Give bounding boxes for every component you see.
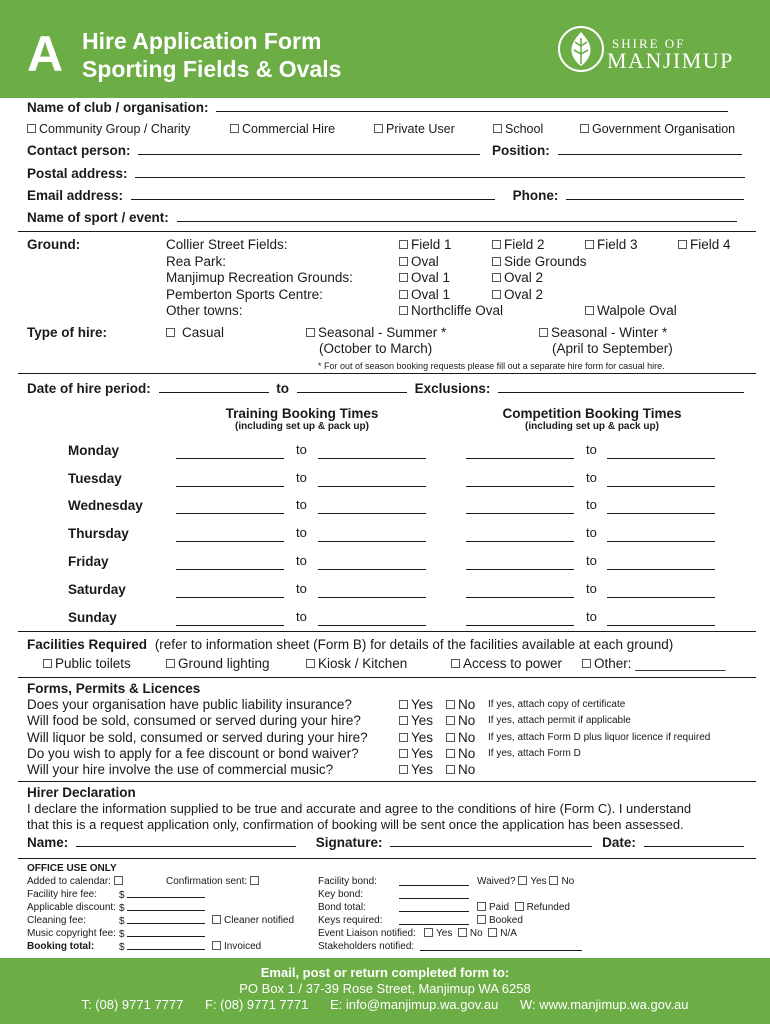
checkbox-icon[interactable] [399, 257, 408, 266]
phone-field[interactable] [566, 188, 744, 200]
permit-yes[interactable]: Yes [399, 713, 433, 728]
training-times-title: Training Booking Times [225, 406, 379, 421]
to-label: to [586, 497, 597, 512]
to-label: to [296, 470, 307, 485]
declaration-title: Hirer Declaration [27, 785, 136, 800]
walpole-oval[interactable]: Walpole Oval [585, 303, 677, 318]
competition-times-title: Competition Booking Times [502, 406, 682, 421]
checkbox-icon[interactable] [582, 659, 591, 668]
collier-field-3[interactable]: Field 3 [585, 237, 638, 252]
facility-kiosk[interactable]: Kiosk / Kitchen [306, 656, 407, 671]
checkbox-icon[interactable] [399, 240, 408, 249]
checkbox-icon[interactable] [549, 876, 558, 885]
permit-question: Will liquor be sold, consumed or served during your hire? [27, 730, 368, 745]
permit-question: Do you wish to apply for a fee discount or bond waiver? [27, 746, 359, 761]
office-key-bond-line[interactable] [399, 898, 469, 899]
checkbox-icon[interactable] [477, 902, 486, 911]
day-label: Wednesday [68, 498, 143, 513]
time-field[interactable] [318, 597, 426, 598]
checkbox-icon[interactable] [585, 240, 594, 249]
competition-times-sub: (including set up & pack up) [525, 421, 659, 432]
contact-person-field[interactable] [138, 143, 480, 155]
rea-side-grounds[interactable]: Side Grounds [492, 254, 587, 269]
checkbox-icon[interactable] [446, 700, 455, 709]
time-field[interactable] [607, 597, 715, 598]
collier-field-4[interactable]: Field 4 [678, 237, 731, 252]
footer-heading: Email, post or return completed form to: [260, 965, 510, 980]
checkbox-icon[interactable] [477, 915, 486, 924]
period-end-field[interactable] [297, 381, 407, 393]
checkbox-icon[interactable] [488, 928, 497, 937]
permit-yes[interactable]: Yes [399, 730, 433, 745]
declaration-signature-field[interactable] [390, 835, 592, 847]
checkbox-icon[interactable] [166, 328, 175, 337]
office-waived: Waived? Yes No [477, 876, 575, 887]
office-fee-field-1[interactable]: $ [119, 889, 205, 901]
time-field[interactable] [607, 513, 715, 514]
checkbox-icon[interactable] [515, 902, 524, 911]
checkbox-icon[interactable] [27, 124, 36, 133]
hire-summer-dates: (October to March) [319, 341, 433, 356]
permit-note: If yes, attach Form D plus liquor licence if required [488, 732, 711, 743]
sport-row: Name of sport / event: [27, 210, 737, 225]
checkbox-icon[interactable] [458, 928, 467, 937]
divider [18, 858, 756, 859]
time-field[interactable] [176, 625, 284, 626]
office-music: Music copyright fee: [27, 928, 116, 939]
checkbox-icon[interactable] [539, 328, 548, 337]
pemberton-oval-2[interactable]: Oval 2 [492, 287, 543, 302]
divider [18, 231, 756, 232]
checkbox-icon[interactable] [492, 273, 501, 282]
form-subtitle: Sporting Fields & Ovals [82, 56, 342, 82]
position-field[interactable] [558, 143, 742, 155]
time-field[interactable] [176, 513, 284, 514]
mrg-oval-1[interactable]: Oval 1 [399, 270, 450, 285]
season-note: * For out of season booking requests please fill out a separate hire form for casual hire. [318, 361, 665, 371]
office-keys: Keys required: [318, 915, 383, 926]
permit-note: If yes, attach Form D [488, 748, 581, 759]
checkbox-icon[interactable] [446, 733, 455, 742]
footer-contacts [0, 997, 770, 1012]
ground-label: Ground: [27, 237, 81, 252]
time-field[interactable] [466, 625, 574, 626]
day-label: Monday [68, 443, 120, 458]
mrg-oval-2[interactable]: Oval 2 [492, 270, 543, 285]
permit-no[interactable]: No [446, 762, 475, 777]
club-option-3[interactable]: School [493, 122, 543, 136]
venue-collier: Collier Street Fields: [166, 237, 288, 252]
time-field[interactable] [607, 541, 715, 542]
footer-phone: T: (08) 9771 7777 [81, 997, 184, 1012]
checkbox-icon[interactable] [399, 273, 408, 282]
postal-row: Postal address: [27, 166, 745, 181]
office-bond-total-line[interactable] [399, 911, 469, 912]
to-label: to [586, 470, 597, 485]
northcliffe-oval[interactable]: Northcliffe Oval [399, 303, 503, 318]
time-field[interactable] [607, 486, 715, 487]
time-field[interactable] [318, 513, 426, 514]
logo-shire-of: SHIRE OF [612, 36, 686, 51]
footer-email[interactable]: E: info@manjimup.wa.gov.au [329, 997, 499, 1012]
office-key-bond: Key bond: [318, 889, 364, 900]
footer-fax: F: (08) 9771 7771 [205, 997, 309, 1012]
club-field[interactable] [216, 100, 728, 112]
time-field[interactable] [176, 458, 284, 459]
facility-other[interactable]: Other: ____________ [582, 656, 725, 671]
checkbox-icon[interactable] [492, 240, 501, 249]
office-fee-field-5[interactable]: $ [119, 941, 205, 953]
hire-winter[interactable]: Seasonal - Winter * [539, 325, 667, 340]
office-hire-fee: Facility hire fee: [27, 889, 98, 900]
hire-winter-dates: (April to September) [552, 341, 673, 356]
permit-question: Will food be sold, consumed or served during your hire? [27, 713, 361, 728]
office-bond: Facility bond: [318, 876, 377, 887]
footer-web[interactable]: W: www.manjimup.wa.gov.au [519, 997, 689, 1012]
checkbox-icon[interactable] [306, 659, 315, 668]
checkbox-icon[interactable] [399, 290, 408, 299]
declaration-line2: that this is a request application only, confirmation of booking will be sent once the application has been assessed. [27, 817, 684, 832]
to-label: to [586, 525, 597, 540]
office-invoiced[interactable]: Invoiced [212, 941, 261, 952]
checkbox-icon[interactable] [678, 240, 687, 249]
time-field[interactable] [318, 486, 426, 487]
office-fee-field-4[interactable]: $ [119, 928, 205, 940]
day-label: Friday [68, 554, 109, 569]
club-option-4[interactable]: Government Organisation [580, 122, 735, 136]
rea-oval[interactable]: Oval [399, 254, 439, 269]
training-times-sub: (including set up & pack up) [235, 421, 369, 432]
office-cleaner-notified[interactable]: Cleaner notified [212, 915, 294, 926]
email-field[interactable] [131, 188, 495, 200]
office-booking-total: Booking total: [27, 941, 95, 952]
checkbox-icon[interactable] [306, 328, 315, 337]
facility-ground-lighting[interactable]: Ground lighting [166, 656, 270, 671]
office-keys-line[interactable] [399, 924, 469, 925]
hire-summer[interactable]: Seasonal - Summer * [306, 325, 446, 340]
checkbox-icon[interactable] [399, 733, 408, 742]
permit-question: Will your hire involve the use of commercial music? [27, 762, 334, 777]
time-field[interactable] [176, 486, 284, 487]
shire-logo-emblem [556, 24, 606, 74]
permit-no[interactable]: No [446, 730, 475, 745]
office-title: OFFICE USE ONLY [27, 863, 117, 874]
checkbox-icon[interactable] [399, 749, 408, 758]
time-field[interactable] [176, 569, 284, 570]
hire-period-row: Date of hire period: to Exclusions: [27, 381, 744, 396]
declaration-date-field[interactable] [644, 835, 744, 847]
hire-type-label: Type of hire: [27, 325, 108, 340]
permit-yes[interactable]: Yes [399, 762, 433, 777]
venue-pemberton: Pemberton Sports Centre: [166, 287, 323, 302]
checkbox-icon[interactable] [250, 876, 259, 885]
form-title: Hire Application Form [82, 28, 322, 54]
postal-address-field[interactable] [135, 166, 745, 178]
time-field[interactable] [318, 569, 426, 570]
email-row: Email address: Phone: [27, 188, 744, 203]
checkbox-icon[interactable] [399, 765, 408, 774]
declaration-line1: I declare the information supplied to be true and accurate and agree to the conditions of hire (Form C). I understand [27, 801, 692, 816]
venue-mrg: Manjimup Recreation Grounds: [166, 270, 353, 285]
checkbox-icon[interactable] [212, 941, 221, 950]
to-label: to [296, 442, 307, 457]
time-field[interactable] [607, 458, 715, 459]
divider [18, 677, 756, 678]
office-paid-refunded: Paid Refunded [477, 902, 570, 913]
office-liaison-options: Yes No N/A [424, 928, 517, 939]
contact-row: Contact person: Position: [27, 143, 742, 158]
divider [18, 781, 756, 782]
permit-question: Does your organisation have public liability insurance? [27, 697, 352, 712]
permit-no[interactable]: No [446, 697, 475, 712]
logo-manjimup: MANJIMUP [607, 48, 734, 73]
permit-note: If yes, attach copy of certificate [488, 699, 626, 710]
office-bond-total: Bond total: [318, 902, 366, 913]
checkbox-icon[interactable] [446, 716, 455, 725]
to-label: to [586, 442, 597, 457]
facility-public-toilets[interactable]: Public toilets [43, 656, 131, 671]
checkbox-icon[interactable] [374, 124, 383, 133]
permit-note: If yes, attach permit if applicable [488, 715, 631, 726]
office-cleaning: Cleaning fee: [27, 915, 86, 926]
office-discount: Applicable discount: [27, 902, 116, 913]
divider [18, 373, 756, 374]
time-field[interactable] [466, 458, 574, 459]
office-stakeholders-line[interactable] [420, 950, 582, 951]
checkbox-icon[interactable] [492, 290, 501, 299]
club-label: Name of club / organisation: [27, 100, 209, 115]
office-confirmation: Confirmation sent: [166, 876, 262, 887]
checkbox-icon[interactable] [399, 306, 408, 315]
pemberton-oval-1[interactable]: Oval 1 [399, 287, 450, 302]
to-label: to [296, 497, 307, 512]
checkbox-icon[interactable] [399, 700, 408, 709]
time-field[interactable] [466, 569, 574, 570]
time-field[interactable] [607, 625, 715, 626]
time-field[interactable] [176, 597, 284, 598]
to-label: to [586, 581, 597, 596]
divider [18, 631, 756, 632]
permit-no[interactable]: No [446, 713, 475, 728]
office-booked[interactable]: Booked [477, 915, 523, 926]
checkbox-icon[interactable] [230, 124, 239, 133]
office-fee-field-2[interactable]: $ [119, 902, 205, 914]
form-letter: A [27, 26, 64, 82]
time-field[interactable] [318, 458, 426, 459]
facility-power[interactable]: Access to power [451, 656, 562, 671]
collier-field-1[interactable]: Field 1 [399, 237, 452, 252]
to-label: to [296, 581, 307, 596]
checkbox-icon[interactable] [492, 257, 501, 266]
to-label: to [296, 525, 307, 540]
to-label: to [296, 609, 307, 624]
checkbox-icon[interactable] [580, 124, 589, 133]
office-stakeholders: Stakeholders notified: [318, 941, 415, 952]
checkbox-icon[interactable] [585, 306, 594, 315]
time-field[interactable] [607, 569, 715, 570]
club-option-0[interactable]: Community Group / Charity [27, 122, 190, 136]
time-field[interactable] [318, 541, 426, 542]
checkbox-icon[interactable] [451, 659, 460, 668]
time-field[interactable] [466, 597, 574, 598]
day-label: Saturday [68, 582, 126, 597]
period-start-field[interactable] [159, 381, 269, 393]
office-bond-line[interactable] [399, 885, 469, 886]
checkbox-icon[interactable] [518, 876, 527, 885]
checkbox-icon[interactable] [166, 659, 175, 668]
sport-event-field[interactable] [177, 210, 737, 222]
to-label: to [586, 553, 597, 568]
collier-field-2[interactable]: Field 2 [492, 237, 545, 252]
club-row [27, 100, 728, 115]
permit-yes[interactable]: Yes [399, 746, 433, 761]
footer-address: PO Box 1 / 37-39 Rose Street, Manjimup WA 6258 [239, 981, 531, 996]
day-label: Sunday [68, 610, 117, 625]
day-label: Tuesday [68, 471, 122, 486]
hire-casual[interactable]: Casual [166, 325, 224, 340]
to-label: to [296, 553, 307, 568]
declaration-name-field[interactable] [76, 835, 296, 847]
time-field[interactable] [176, 541, 284, 542]
office-fee-field-3[interactable]: $ [119, 915, 205, 927]
checkbox-icon[interactable] [446, 765, 455, 774]
venue-rea: Rea Park: [166, 254, 227, 269]
facilities-row: Facilities Required (refer to information sheet (Form B) for details of the facilities available at each ground) [27, 637, 674, 652]
day-label: Thursday [68, 526, 129, 541]
forms-title: Forms, Permits & Licences [27, 681, 201, 696]
time-field[interactable] [466, 486, 574, 487]
office-added: Added to calendar: [27, 876, 126, 887]
time-field[interactable] [318, 625, 426, 626]
checkbox-icon[interactable] [446, 749, 455, 758]
venue-other: Other towns: [166, 303, 243, 318]
permit-no[interactable]: No [446, 746, 475, 761]
office-liaison: Event Liaison notified: [318, 928, 416, 939]
checkbox-icon[interactable] [43, 659, 52, 668]
club-option-2[interactable]: Private User [374, 122, 455, 136]
declaration-sign-row: Name: Signature: Date: [27, 835, 744, 850]
time-field[interactable] [466, 513, 574, 514]
checkbox-icon[interactable] [424, 928, 433, 937]
time-field[interactable] [466, 541, 574, 542]
club-option-1[interactable]: Commercial Hire [230, 122, 335, 136]
checkbox-icon[interactable] [399, 716, 408, 725]
permit-yes[interactable]: Yes [399, 697, 433, 712]
exclusions-field[interactable] [498, 381, 744, 393]
checkbox-icon[interactable] [212, 915, 221, 924]
to-label: to [586, 609, 597, 624]
checkbox-icon[interactable] [114, 876, 123, 885]
checkbox-icon[interactable] [493, 124, 502, 133]
